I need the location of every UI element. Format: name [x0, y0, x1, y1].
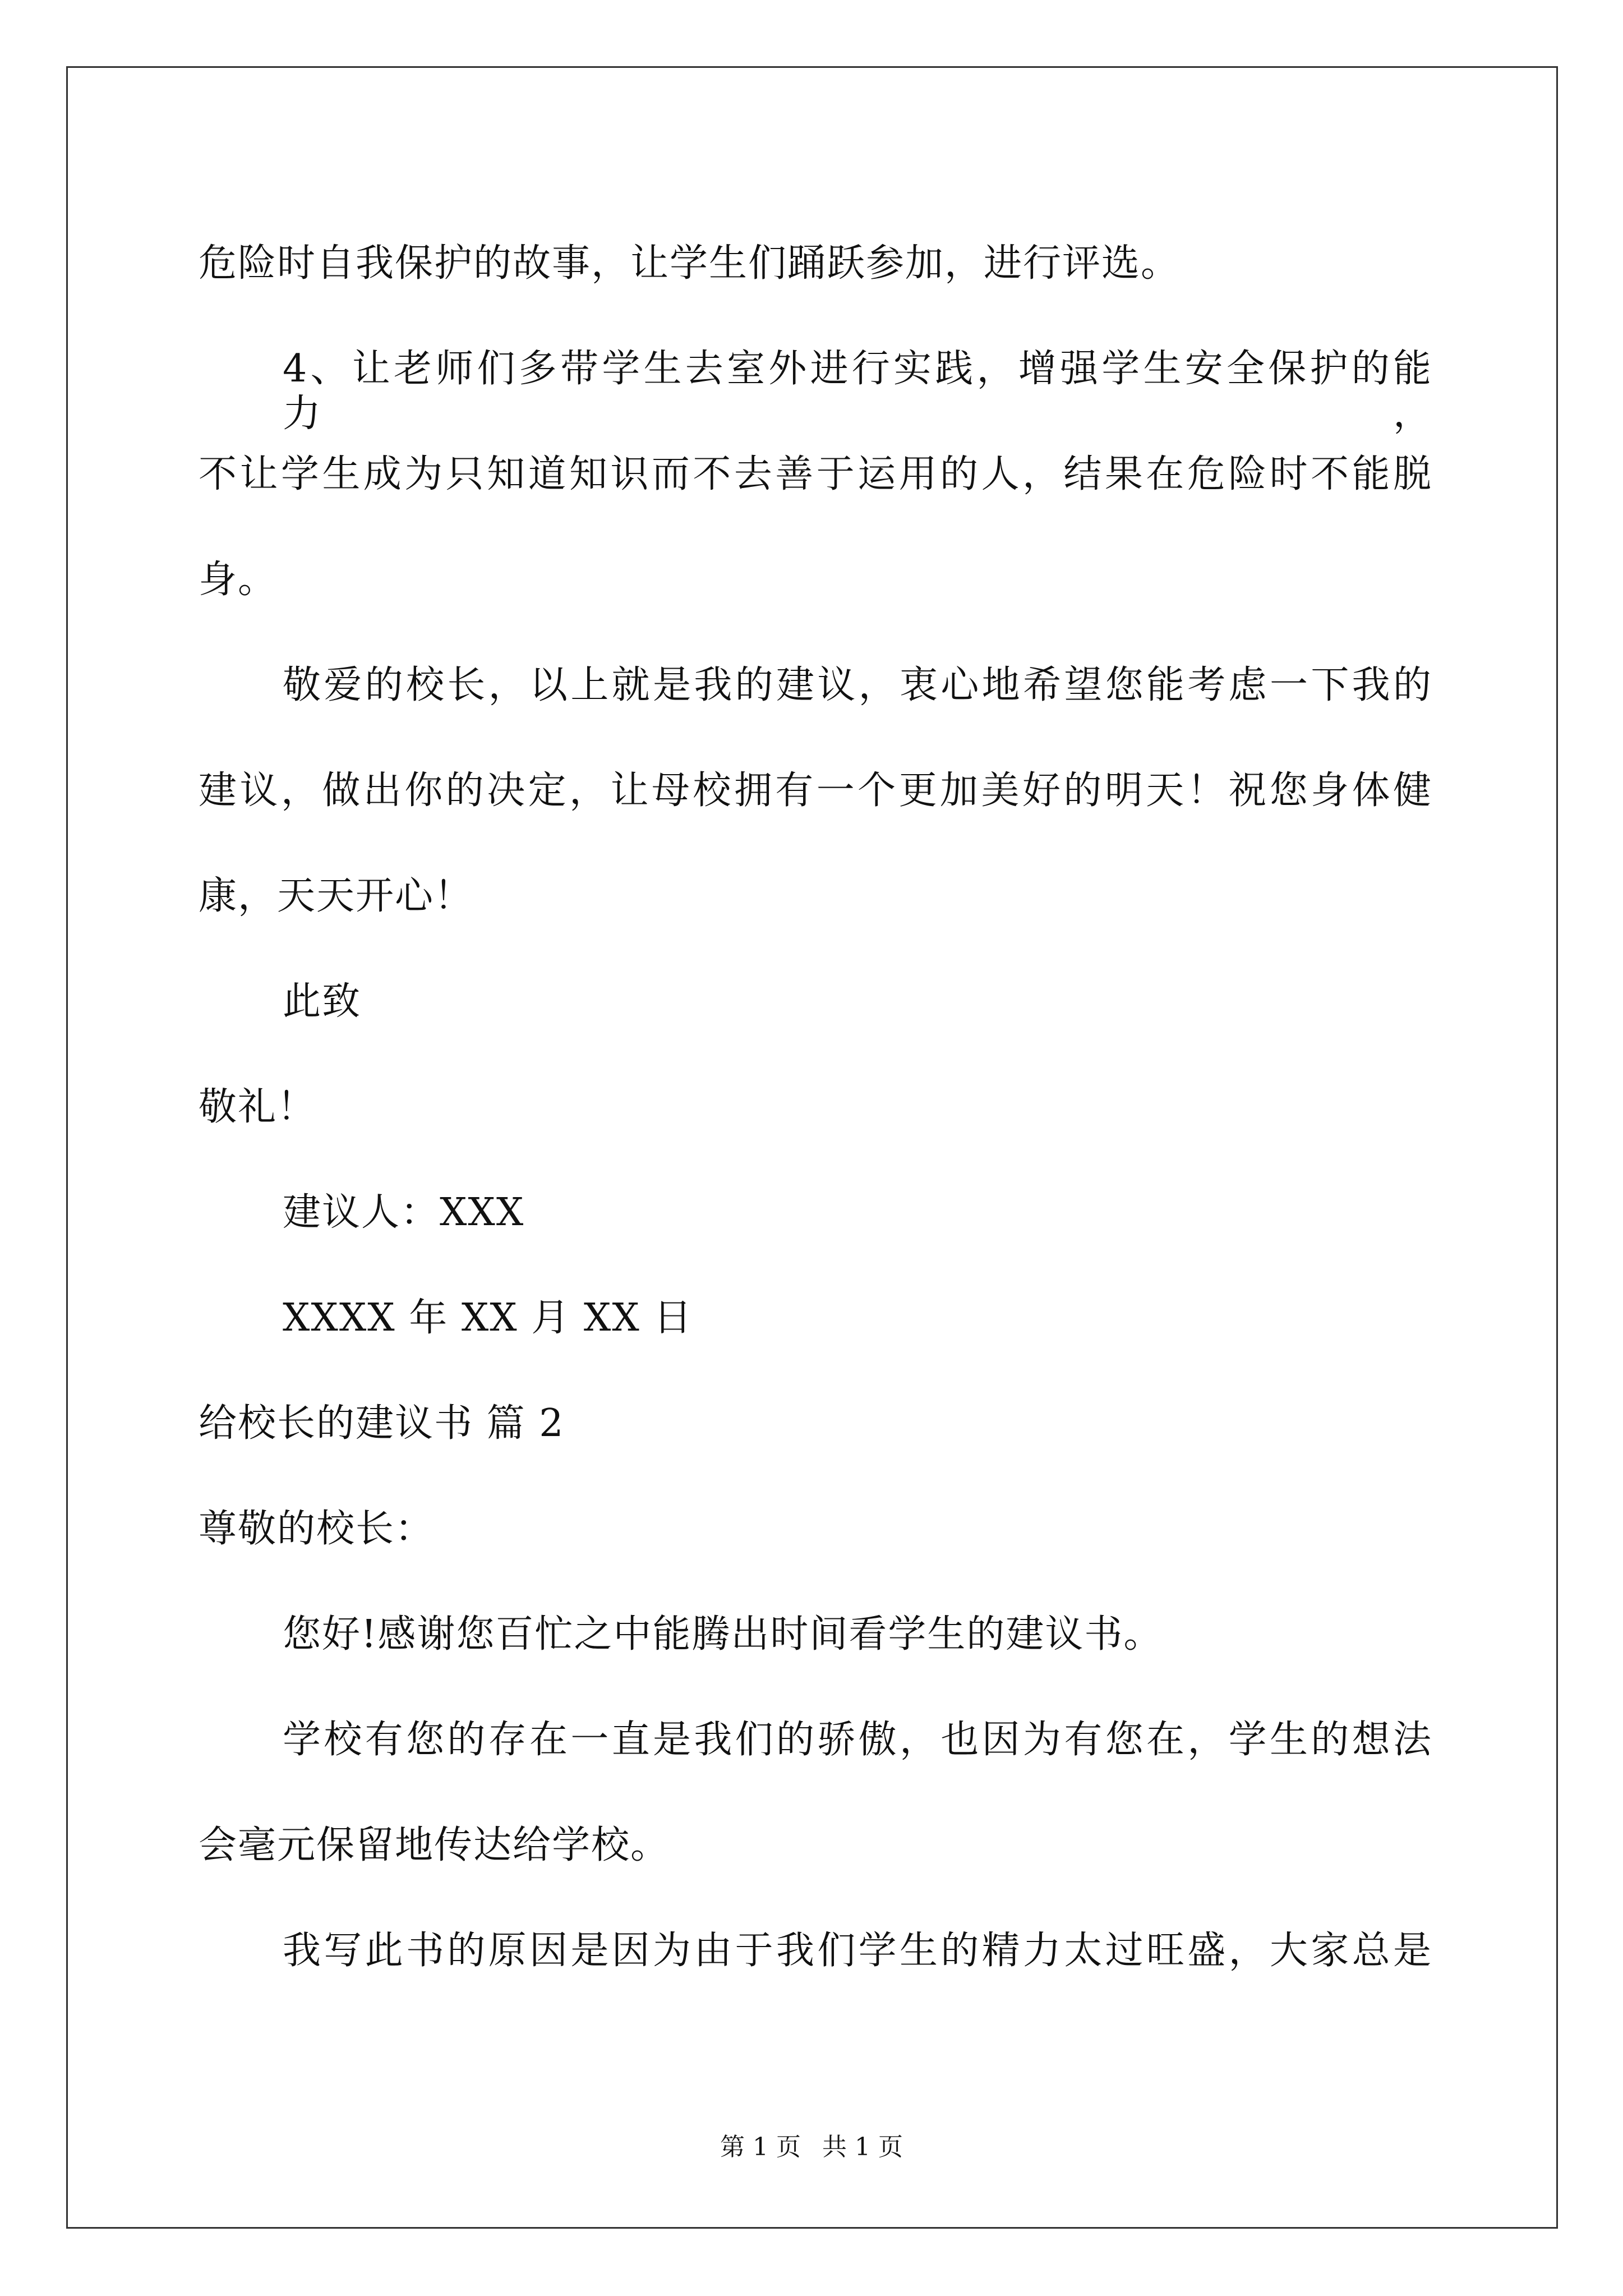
section-heading: 给校长的建议书 篇 2	[199, 1401, 565, 1446]
text-line: 您好!感谢您百忙之中能腾出时间看学生的建议书。	[283, 1612, 1163, 1657]
text-line: 建议人：XXX	[283, 1190, 525, 1235]
text-line: 不让学生成为只知道知识而不去善于运用的人，结果在危险时不能脱	[199, 452, 1432, 496]
text-line: 身。	[199, 558, 278, 602]
text-line: 建议，做出你的决定，让母校拥有一个更加美好的明天！祝您身体健	[199, 769, 1432, 813]
text-line: XXXX 年 XX 月 XX 日	[283, 1296, 693, 1340]
text-line: 4、让老师们多带学生去室外进行实践，增强学生安全保护的能力，	[283, 347, 1432, 436]
page-number: 第 1 页	[720, 2133, 801, 2161]
text-line: 此致	[283, 979, 362, 1024]
text-line: 学校有您的存在一直是我们的骄傲，也因为有您在，学生的想法	[283, 1718, 1432, 1762]
text-line: 危险时自我保护的故事，让学生们踊跃参加，进行评选。	[199, 241, 1181, 286]
text-line: 康，天天开心！	[199, 874, 474, 918]
text-line: 敬礼！	[199, 1085, 317, 1129]
text-line: 敬爱的校长，以上就是我的建议，衷心地希望您能考虑一下我的	[283, 663, 1432, 707]
page-total: 共 1 页	[822, 2133, 903, 2161]
text-line: 我写此书的原因是因为由于我们学生的精力太过旺盛，大家总是	[283, 1929, 1432, 1973]
text-line: 会毫元保留地传达给学校。	[199, 1823, 670, 1867]
page-footer	[0, 2132, 1623, 2163]
salutation: 尊敬的校长：	[199, 1507, 435, 1551]
